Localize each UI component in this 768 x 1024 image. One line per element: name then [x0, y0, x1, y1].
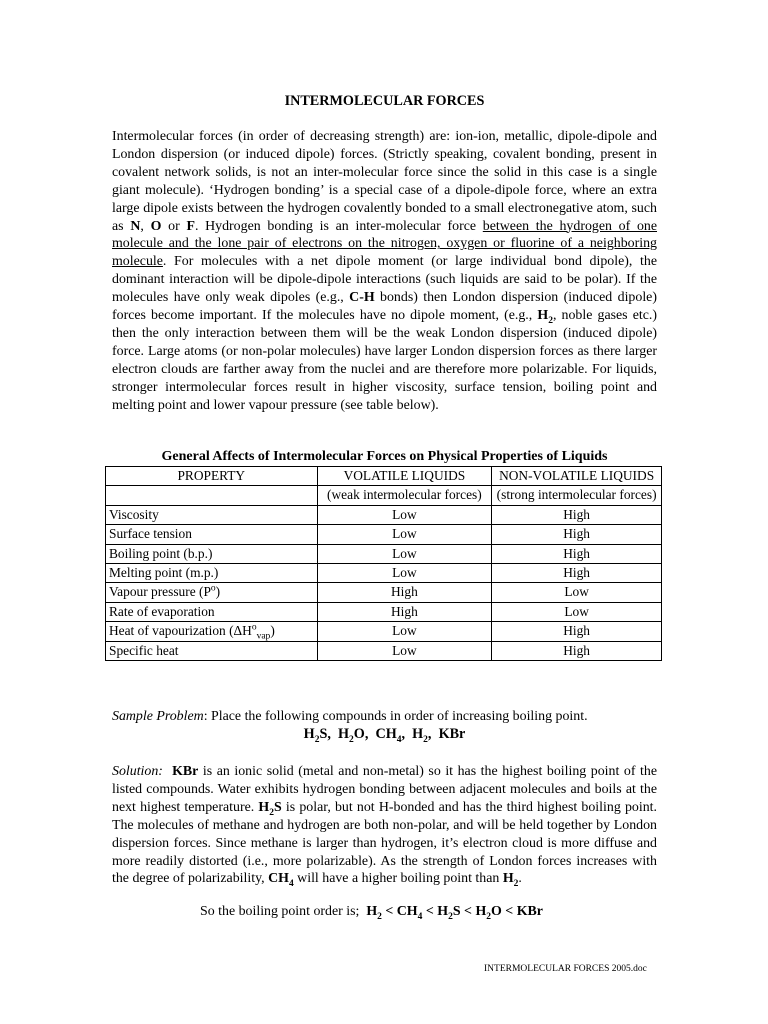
compound: $H_2$ — [412, 726, 428, 745]
compound: KBr — [438, 726, 466, 742]
solution-text-3: will have a higher boiling point than — [297, 871, 500, 887]
table-subheader-row — [106, 486, 662, 505]
ch4-formula: $CH_4$ — [268, 871, 294, 890]
solution-text-1: is an ionic solid (metal and non-metal) so it has the highest boiling point of the listed compounds. Water exhibits hydrogen bonding between adjacent molecules and boils at the next highest temperature. — [112, 764, 657, 815]
header-property: PROPERTY — [106, 467, 318, 486]
properties-table — [105, 466, 662, 661]
row-volatile: Low — [317, 505, 492, 524]
intro-text-2: . Hydrogen bonding is an inter-molecular force — [194, 218, 477, 234]
row-volatile: Low — [317, 622, 492, 641]
boiling-point-order — [200, 904, 660, 920]
row-property: Surface tension — [106, 525, 318, 544]
row-nonvolatile: High — [492, 505, 662, 524]
intro-text-3: . For molecules with a net dipole moment (or large individual bond dipole), the dominant interaction will be dipole-dipole interactions (such liquids are said to be polar). If the molecules have only weak dipoles (e.g., — [112, 254, 657, 306]
order-sequence — [366, 904, 543, 922]
table-row — [106, 602, 662, 621]
row-volatile: Low — [317, 564, 492, 583]
row-nonvolatile: High — [492, 564, 662, 583]
row-property: Vapour pressure $(P^o)$ — [106, 583, 318, 602]
solution-text-2: is polar, but not H-bonded and has the third highest boiling point. The molecules of methane and hydrogen are both non-polar, and will be held together by London dispersion forces. Since methane is larger than hydrogen, it’s electron cloud is more diffuse and more readily distorted (i.e., more polarizable). As the strength of London forces increases with the degree of polarizability, — [112, 799, 657, 887]
header-volatile: VOLATILE LIQUIDS — [317, 467, 492, 486]
less-than: < — [425, 904, 434, 919]
row-nonvolatile: High — [492, 641, 662, 660]
solution-label: Solution: — [112, 764, 163, 779]
row-volatile: High — [317, 602, 492, 621]
row-property: Heat of vapourization $(\Delta H^o_{vap})$ — [106, 622, 318, 641]
row-property: Rate of evaporation — [106, 602, 318, 621]
subheader-nonvolatile: (strong intermolecular forces) — [492, 486, 662, 505]
less-than: < — [385, 904, 394, 919]
intro-text-4: bonds) then London dispersion (induced dipole) forces become important. If the molecules have no dipole moment, (e.g., — [112, 290, 657, 324]
intro-text-5: , noble gases etc.) then the only interaction between them will be the weak London dispersion (induced dipole) force. Large atoms (or non-polar molecules) have larger London dispersion forces as there larger electron clouds are farther away from the nuclei and are therefore more polarizable. For liquids, stronger intermolecular forces result in higher viscosity, surface tension, boiling point and melting point and lower vapour pressure (see table below). — [112, 308, 657, 413]
row-volatile: Low — [317, 544, 492, 563]
row-property: Boiling point (b.p.) — [106, 544, 318, 563]
compound: KBr — [516, 904, 543, 919]
row-property: Specific heat — [106, 641, 318, 660]
table-row — [106, 583, 662, 602]
intro-paragraph — [112, 128, 657, 415]
row-nonvolatile: Low — [492, 602, 662, 621]
row-nonvolatile: High — [492, 622, 662, 641]
table-row — [106, 564, 662, 583]
compound: $H_2$ — [366, 904, 382, 922]
intro-text-1: Intermolecular forces (in order of decreasing strength) are: ion-ion, metallic, dipole-dipole and London dispersion (or induced dipole) forces. (Strictly speaking, covalent bonding, present in covalent network solids, is not an inter-molecular force since the solid in this case is a single giant molecule). ‘Hydrogen bonding’ is a special case of a dipole-dipole force, where an extra large dipole exists between the hydrogen covalently bonded to a small electronegative atom, such as — [112, 129, 657, 234]
solution-paragraph — [112, 763, 657, 888]
or-word: or — [168, 218, 180, 234]
row-nonvolatile: High — [492, 525, 662, 544]
compound: $H_2O$ — [337, 726, 365, 745]
table-title: General Affects of Intermolecular Forces on Physical Properties of Liquids — [161, 449, 608, 464]
sample-label: Sample Problem — [112, 709, 204, 724]
hydrogen-molecule: $H_2$ — [537, 308, 553, 326]
subheader-property — [106, 486, 318, 505]
kbr-formula: KBr — [172, 764, 199, 779]
table-row — [106, 622, 662, 641]
less-than: < — [464, 904, 472, 919]
row-nonvolatile: High — [492, 544, 662, 563]
page-footer: INTERMOLECULAR FORCES 2005.doc — [484, 964, 647, 974]
table-header-row — [106, 467, 662, 486]
fluorine-symbol: F — [186, 218, 195, 234]
order-text: So the boiling point order is; — [200, 904, 360, 919]
row-nonvolatile: Low — [492, 583, 662, 602]
compound: $H_2S$ — [303, 726, 328, 745]
hydrogen-bond-definition: between the hydrogen of one molecule and the lone pair of electrons on the nitrogen, oxygen or fluorine of a neighboring molecule — [112, 218, 658, 270]
compound: $H_2S$ — [437, 904, 461, 922]
oxygen-symbol: O — [150, 218, 162, 234]
compound: $H_2O$ — [475, 904, 502, 922]
row-volatile: Low — [317, 525, 492, 544]
less-than: < — [505, 904, 514, 919]
h2s-formula: $H_2S$ — [258, 799, 282, 818]
header-nonvolatile: NON-VOLATILE LIQUIDS — [492, 467, 662, 486]
compound-list: $H_2S$, $H_2O$, $CH_4$, $H_2$, KBr — [303, 726, 466, 745]
row-property: Melting point (m.p.) — [106, 564, 318, 583]
page-title: INTERMOLECULAR FORCES — [284, 93, 485, 109]
period: . — [518, 871, 522, 887]
sample-text: : Place the following compounds in order of increasing boiling point. — [203, 709, 588, 724]
row-volatile: High — [317, 583, 492, 602]
compound: $CH_4$ — [375, 726, 402, 745]
compound: $CH_4$ — [396, 904, 423, 922]
subheader-volatile: (weak intermolecular forces) — [317, 486, 492, 505]
row-volatile: Low — [317, 641, 492, 660]
table-row — [106, 544, 662, 563]
table-row — [106, 641, 662, 660]
table-row — [106, 525, 662, 544]
table-row — [106, 505, 662, 524]
row-property: Viscosity — [106, 505, 318, 524]
comma: , — [140, 218, 144, 234]
nitrogen-symbol: N — [130, 218, 141, 234]
h2-formula: $H_2$ — [502, 871, 519, 890]
sample-problem — [112, 708, 657, 726]
ch-bond: C-H — [349, 290, 375, 306]
